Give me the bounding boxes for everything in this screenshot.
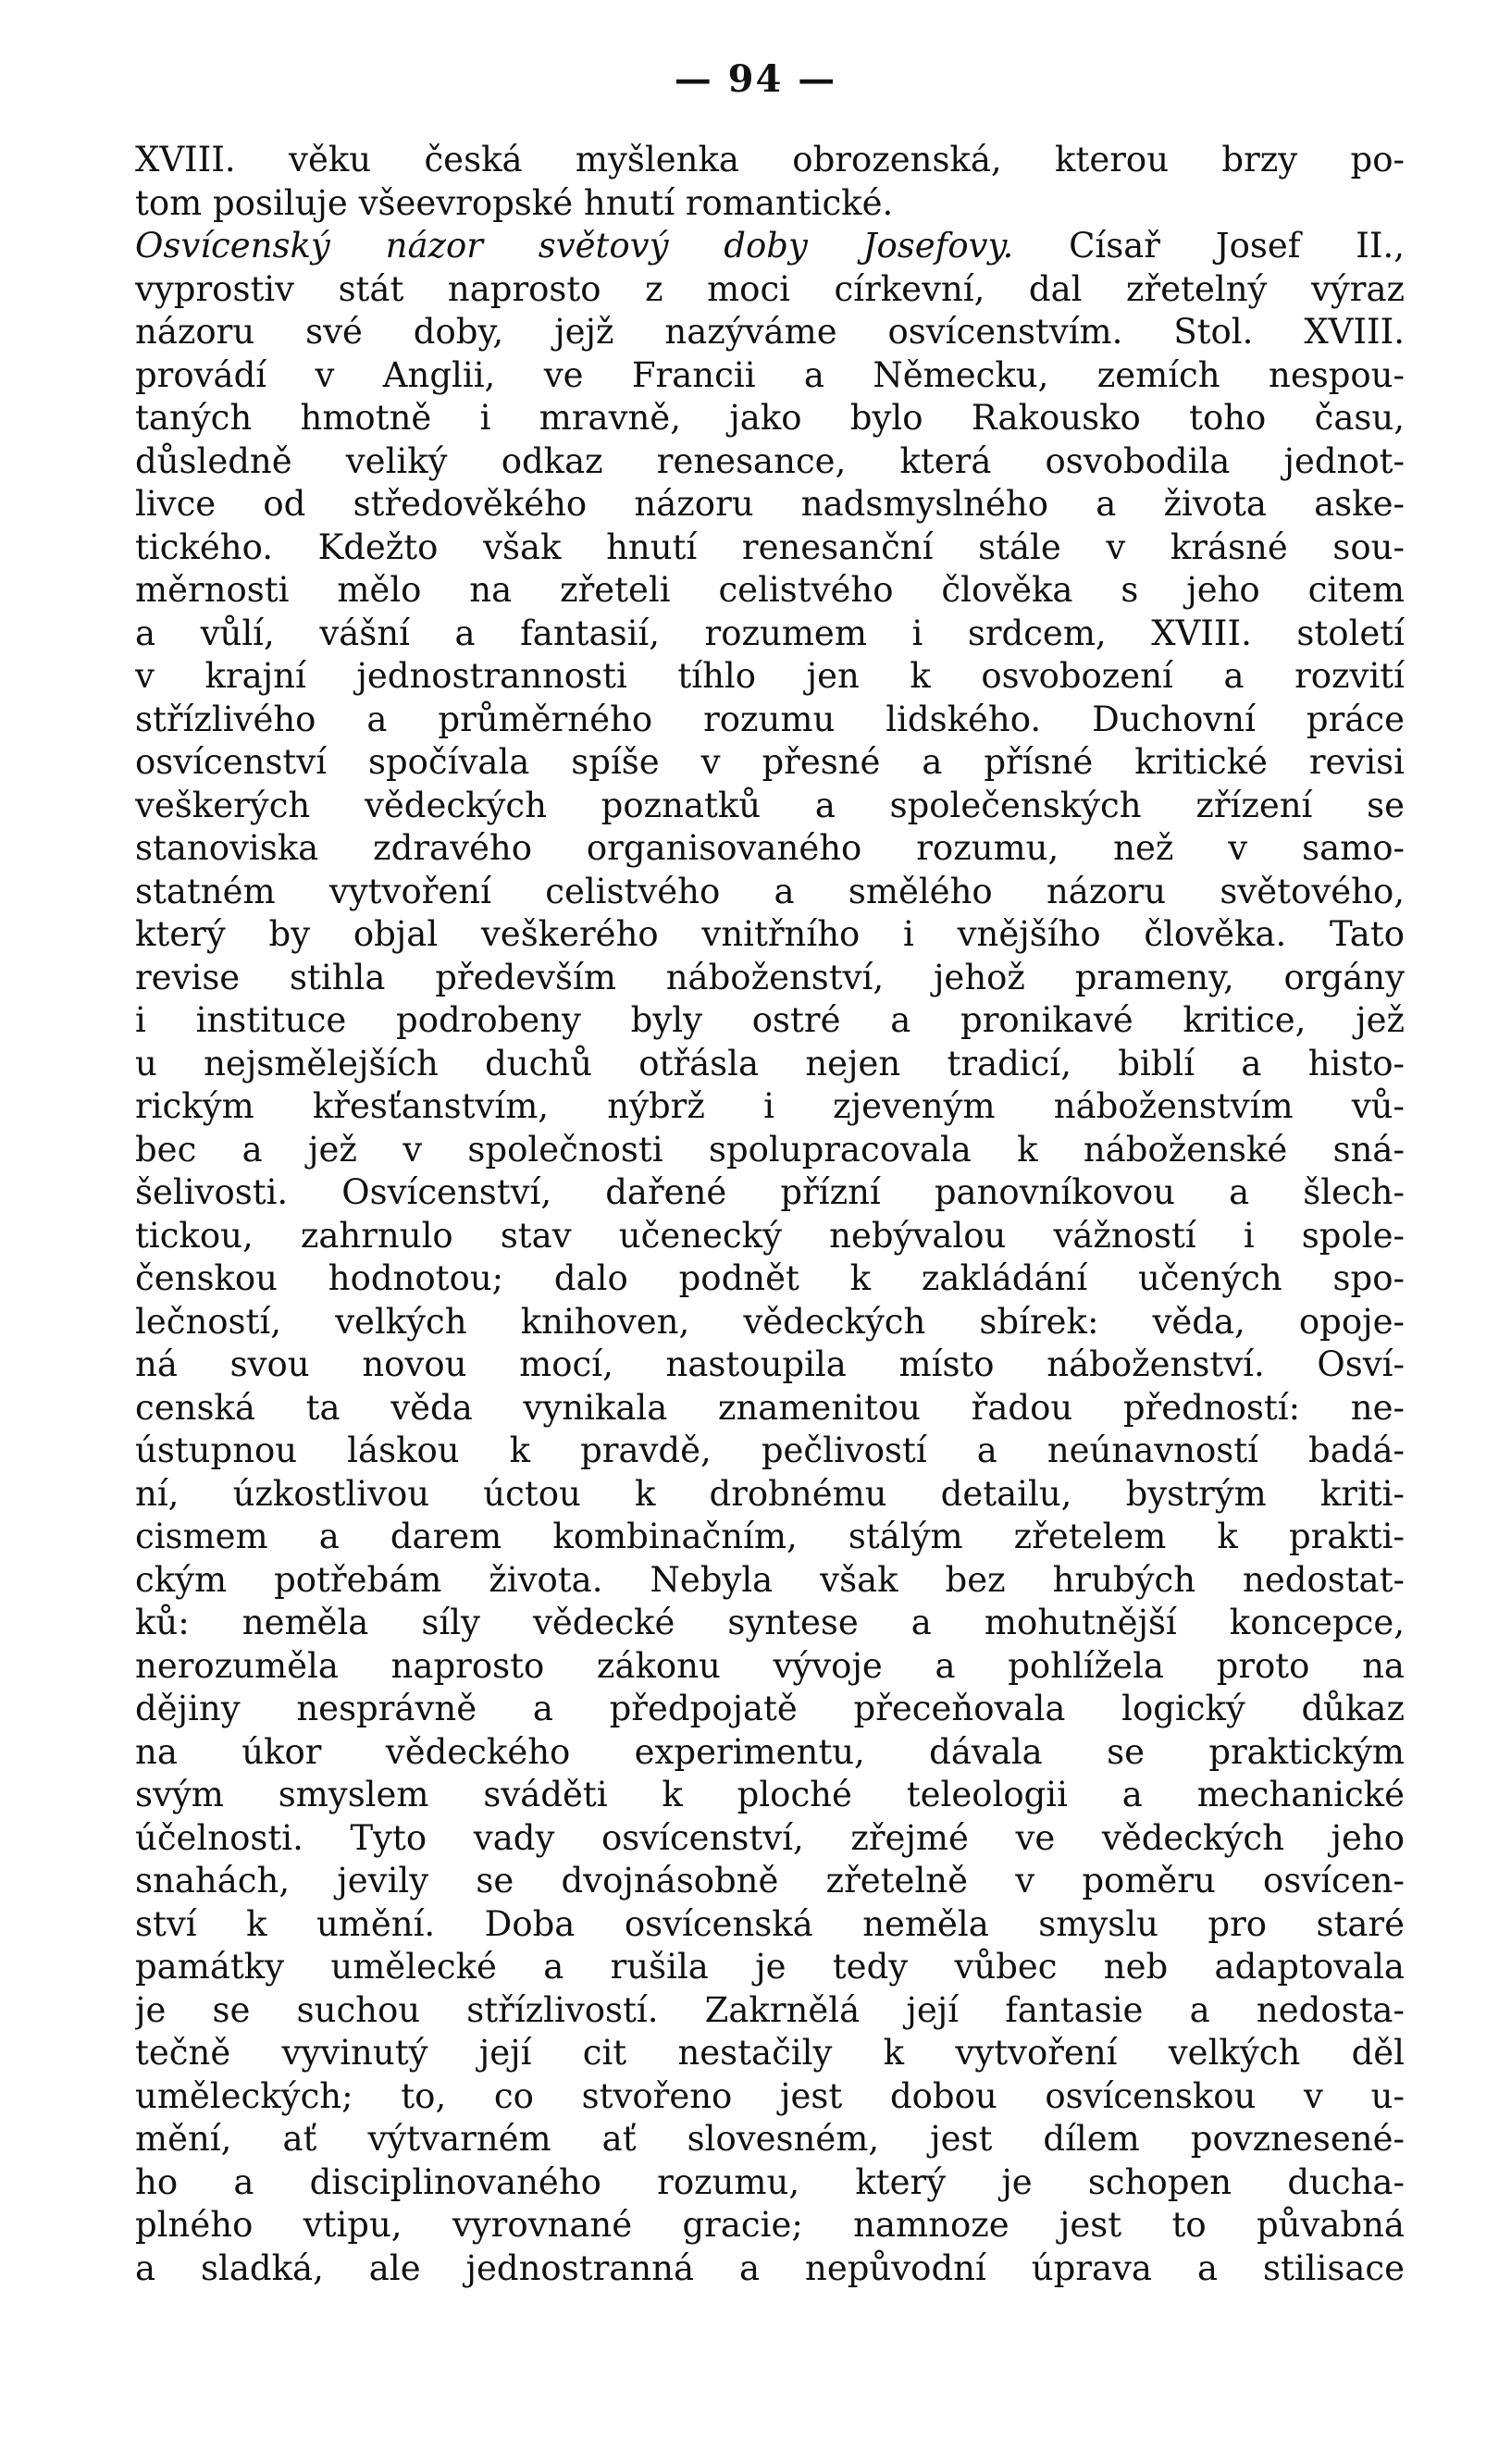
text-line: vyprostiv stát naprosto z moci církevní, dal zřetelný výraz [135, 268, 1405, 309]
text-line: měrnosti mělo na zřeteli celistvého člověka s jeho citem [135, 570, 1405, 610]
text-line: cismem a darem kombinačním, stálým zřetelem k prakti- [135, 1517, 1405, 1556]
text-line: tom posiluje všeevropské hnutí romantické. [135, 182, 894, 223]
text-line: i instituce podrobeny byly ostré a pronikavé kritice, jež [135, 1000, 1405, 1040]
text-line: tického. Kdežto však hnutí renesanční stále v krásné sou- [135, 526, 1405, 567]
text-line: veškerých vědeckých poznatků a společenských zřízení se [135, 785, 1405, 825]
text-line: livce od středověkého názoru nadsmyslného a života aske- [135, 484, 1405, 524]
text-line: na úkor vědeckého experimentu, dávala se praktickým [135, 1731, 1405, 1772]
text-line: stanoviska zdravého organisovaného rozumu, než v samo- [135, 828, 1405, 868]
text-line: lečností, velkých knihoven, vědeckých sbírek: věda, opoje- [135, 1301, 1405, 1342]
text-line: bec a jež v společnosti spolupracovala k náboženské sná- [135, 1129, 1405, 1170]
text-line: tečně vyvinutý její cit nestačily k vytvoření velkých děl [135, 2033, 1405, 2073]
text-line: který by objal veškerého vnitřního i vnějšího člověka. Tato [135, 914, 1405, 954]
text-line: ho a disciplinovaného rozumu, který je schopen ducha- [135, 2161, 1405, 2202]
text-line: čenskou hodnotou; dalo podnět k zakládání učených spo- [135, 1258, 1405, 1298]
text-line: střízlivého a průměrného rozumu lidského. Duchovní práce [135, 699, 1405, 739]
text-line: ckým potřebám života. Nebyla však bez hrubých nedostat- [135, 1559, 1405, 1600]
text-line: mění, ať výtvarném ať slovesném, jest dílem povznesené- [135, 2119, 1405, 2159]
text-line: nerozuměla naprosto zákonu vývoje a pohlížela proto na [135, 1645, 1405, 1686]
text-line: ství k umění. Doba osvícenská neměla smyslu pro staré [135, 1903, 1405, 1944]
text-line: tickou, zahrnulo stav učenecký nebývalou vážností i spole- [135, 1215, 1405, 1256]
text-line: uměleckých; to, co stvořeno jest dobou osvícenskou v u- [135, 2075, 1405, 2116]
text-line: XVIII. věku česká myšlenka obrozenská, kterou brzy po- [135, 140, 1405, 180]
text-line [135, 225, 1405, 268]
body-text [135, 139, 1405, 2290]
text-line: a sladká, ale jednostranná a nepůvodní úprava a stilisace [135, 2247, 1405, 2288]
text-line: účelnosti. Tyto vady osvícenství, zřejmé ve vědeckých jeho [135, 1817, 1405, 1858]
text-line: rickým křesťanstvím, nýbrž i zjeveným náboženstvím vů- [135, 1086, 1405, 1126]
text-line: statném vytvoření celistvého a smělého názoru světového, [135, 871, 1405, 911]
text-line: u nejsmělejších duchů otřásla nejen tradicí, biblí a histo- [135, 1043, 1405, 1083]
section-heading: Osvícenský názor světový doby Josefovy. [135, 226, 1014, 266]
text-line: dějiny nesprávně a předpojatě přeceňovala logický důkaz [135, 1689, 1405, 1728]
text-line: provádí v Anglii, ve Francii a Německu, zemích nespou- [135, 354, 1405, 395]
text-line: osvícenství spočívala spíše v přesné a přísné kritické revisi [135, 742, 1405, 782]
text-line: svým smyslem sváděti k ploché teleologii a mechanické [135, 1775, 1405, 1814]
text-line: důsledně veliký odkaz renesance, která osvobodila jednot- [135, 440, 1405, 481]
text-line: památky umělecké a rušila je tedy vůbec neb adaptovala [135, 1947, 1405, 1987]
text-line-rest: Císař Josef II., [1013, 226, 1405, 266]
text-line: v krajní jednostrannosti tíhlo jen k osvobození a rozvití [135, 656, 1405, 696]
text-line: ků: neměla síly vědecké syntese a mohutnější koncepce, [135, 1603, 1405, 1642]
text-line: ná svou novou mocí, nastoupila místo náboženství. Osví- [135, 1344, 1405, 1384]
text-line: a vůlí, vášní a fantasií, rozumem i srdcem, XVIII. století [135, 613, 1405, 653]
text-line: šelivosti. Osvícenství, dařené přízní panovníkovou a šlech- [135, 1172, 1405, 1212]
text-line: ústupnou láskou k pravdě, pečlivostí a neúnavností badá- [135, 1430, 1405, 1470]
text-line: je se suchou střízlivostí. Zakrnělá její fantasie a nedosta- [135, 1989, 1405, 2030]
text-line: plného vtipu, vyrovnané gracie; namnoze jest to půvabná [135, 2205, 1405, 2245]
page-number: — 94 — [674, 57, 837, 101]
text-line: taných hmotně i mravně, jako bylo Rakousko toho času, [135, 398, 1405, 438]
text-line: revise stihla především náboženství, jehož prameny, orgány [135, 957, 1405, 997]
text-line: censká ta věda vynikala znamenitou řadou předností: ne- [135, 1387, 1405, 1428]
text-line: snahách, jevily se dvojnásobně zřetelně v poměru osvícen- [135, 1861, 1405, 1901]
text-line: názoru své doby, jejž nazýváme osvícenstvím. Stol. XVIII. [135, 312, 1405, 352]
text-line: ní, úzkostlivou úctou k drobnému detailu, bystrým kriti- [135, 1473, 1405, 1514]
